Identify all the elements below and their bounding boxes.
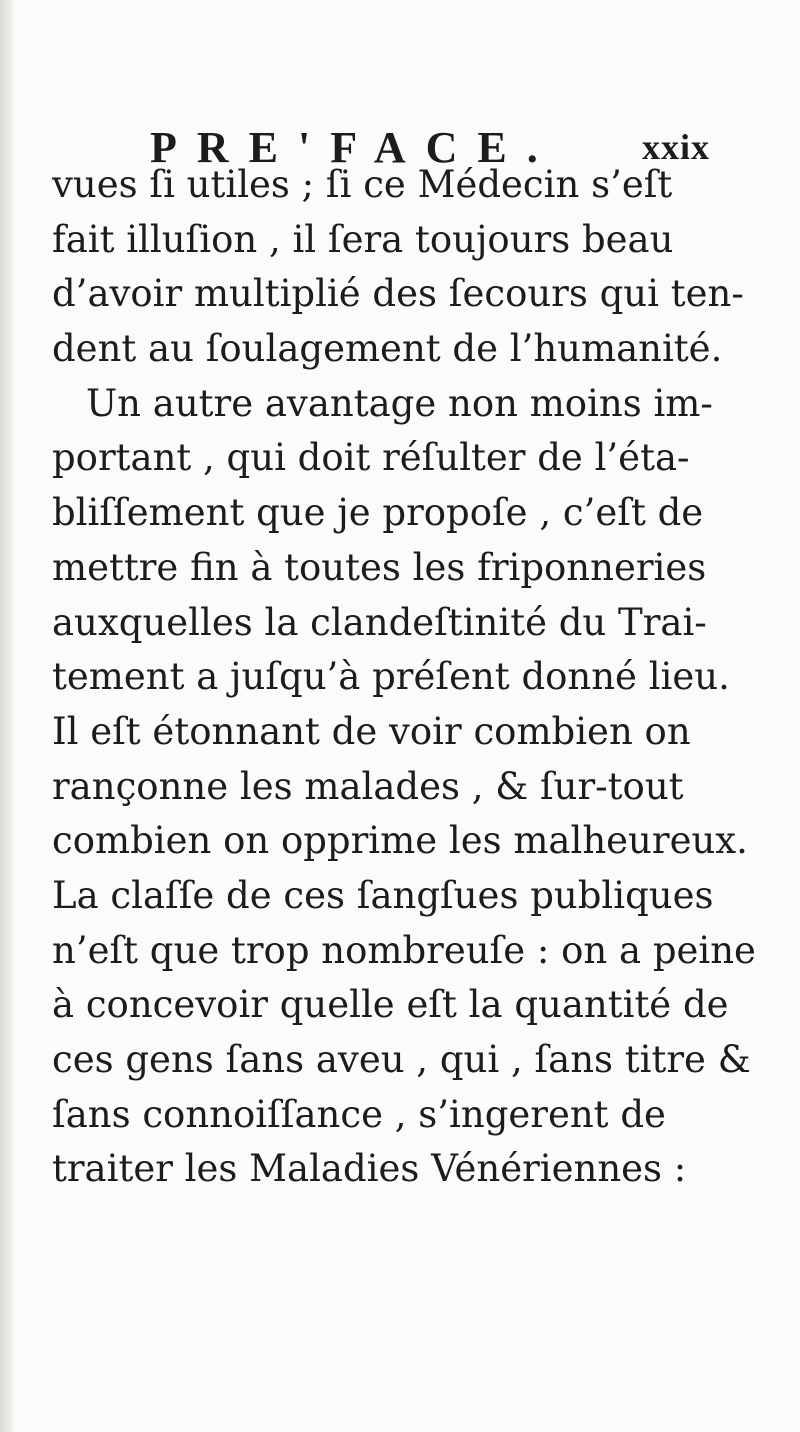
text-line: ſans connoiſſance , s’ingerent de: [52, 1092, 666, 1136]
text-line: ces gens ſans aveu , qui , ſans titre &: [52, 1038, 751, 1081]
page-number: xxix: [641, 127, 710, 167]
text-line: à concevoir quelle eſt la quantité de: [52, 983, 729, 1027]
text-line: Il eſt étonnant de voir combien on: [52, 709, 691, 753]
text-line: mettre fin à toutes les friponneries: [52, 545, 707, 589]
text-line: traiter les Maladies Vénériennes :: [52, 1147, 687, 1191]
body-text: [52, 158, 756, 1197]
text-line: La claſſe de ces ſangſues publiques: [52, 873, 714, 917]
text-line: n’eſt que trop nombreuſe : on a peine: [52, 928, 756, 972]
text-line: auxquelles la clandeſtinité du Trai-: [52, 600, 707, 644]
text-line: vues ſi utiles ; ſi ce Médecin s’eſt: [52, 163, 673, 206]
text-line: fait illuſion , il ſera toujours beau: [52, 217, 674, 261]
text-line: dent au ſoulagement de l’humanité.: [52, 327, 723, 371]
text-line: combien on opprime les malheureux.: [52, 819, 748, 863]
text-line-paragraph-start: Un autre avantage non moins im-: [86, 381, 713, 425]
text-line: rançonne les malades , & ſur-tout: [52, 764, 684, 808]
running-title: PRE'FACE.: [150, 123, 558, 172]
page-gutter-shadow: [0, 0, 14, 1432]
text-line: portant , qui doit réſulter de l’éta-: [52, 436, 690, 480]
text-line: bliſſement que je propoſe , c’eſt de: [52, 491, 704, 535]
text-line: d’avoir multiplié des ſecours qui ten-: [52, 272, 744, 316]
text-line: tement a juſqu’à préſent donné lieu.: [52, 655, 730, 699]
